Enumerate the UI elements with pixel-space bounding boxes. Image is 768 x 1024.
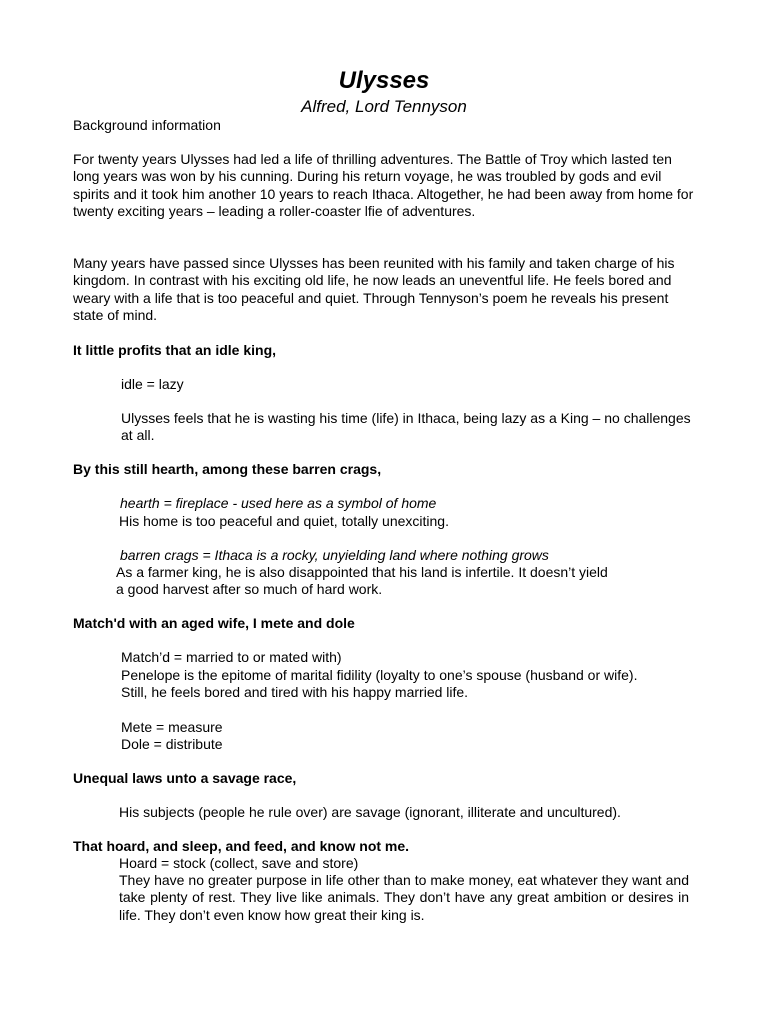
gloss-hearth: hearth = fireplace - used here as a symbol of home bbox=[120, 495, 437, 511]
document-title: Ulysses bbox=[338, 67, 430, 94]
note-barren-crags-2: a good harvest after so much of hard work. bbox=[116, 581, 383, 597]
note-hearth: His home is too peaceful and quiet, totally unexciting. bbox=[119, 513, 449, 529]
poem-line-1: It little profits that an idle king, bbox=[73, 342, 277, 358]
document-author: Alfred, Lord Tennyson bbox=[301, 97, 467, 116]
note-hoard: They have no greater purpose in life other than to make money, eat whatever they want and take plenty of rest. They live like animals. They don’t have any great ambition or desires in life. They don’t even know how great their king is. bbox=[119, 872, 689, 923]
background-paragraph-2: Many years have passed since Ulysses has been reunited with his family and taken charge of his kingdom. In contrast with his exciting old life, he now leads an uneventful life. He feels bored and weary with a life that is too peaceful and quiet. Through Tennyson’s poem he reveals his present state of mind. bbox=[73, 255, 675, 324]
background-paragraph-1: For twenty years Ulysses had led a life of thrilling adventures. The Battle of Troy which lasted ten long years was won by his cunning. During his return voyage, he was troubled by gods and evil spirits and it took him another 10 years to reach Ithaca. Altogether, he had been away from home for twenty exciting years – leading a roller-coaster lfie of adventures. bbox=[73, 151, 694, 220]
poem-line-2: By this still hearth, among these barren crags, bbox=[73, 461, 382, 477]
poem-line-3: Match'd with an aged wife, I mete and dole bbox=[73, 615, 355, 631]
poem-line-4: Unequal laws unto a savage race, bbox=[73, 770, 297, 786]
gloss-matchd: Match’d = married to or mated with) bbox=[121, 649, 342, 665]
note-barren-crags-1: As a farmer king, he is also disappointed that his land is infertile. It doesn’t yield bbox=[116, 564, 608, 580]
gloss-dole: Dole = distribute bbox=[121, 736, 223, 752]
gloss-hoard: Hoard = stock (collect, save and store) bbox=[119, 855, 359, 871]
gloss-idle: idle = lazy bbox=[121, 376, 184, 392]
note-matchd: Penelope is the epitome of marital fidility (loyalty to one’s spouse (husband or wife). Still, he feels bored and tired with his happy married life. bbox=[121, 667, 638, 701]
background-heading: Background information bbox=[73, 117, 221, 133]
gloss-barren-crags: barren crags = Ithaca is a rocky, unyielding land where nothing grows bbox=[120, 547, 549, 563]
gloss-mete: Mete = measure bbox=[121, 719, 223, 735]
note-savage-race: His subjects (people he rule over) are savage (ignorant, illiterate and uncultured). bbox=[119, 804, 621, 820]
poem-line-5: That hoard, and sleep, and feed, and know not me. bbox=[73, 838, 410, 854]
note-idle: Ulysses feels that he is wasting his time (life) in Ithaca, being lazy as a King – no challenges at all. bbox=[121, 410, 691, 444]
